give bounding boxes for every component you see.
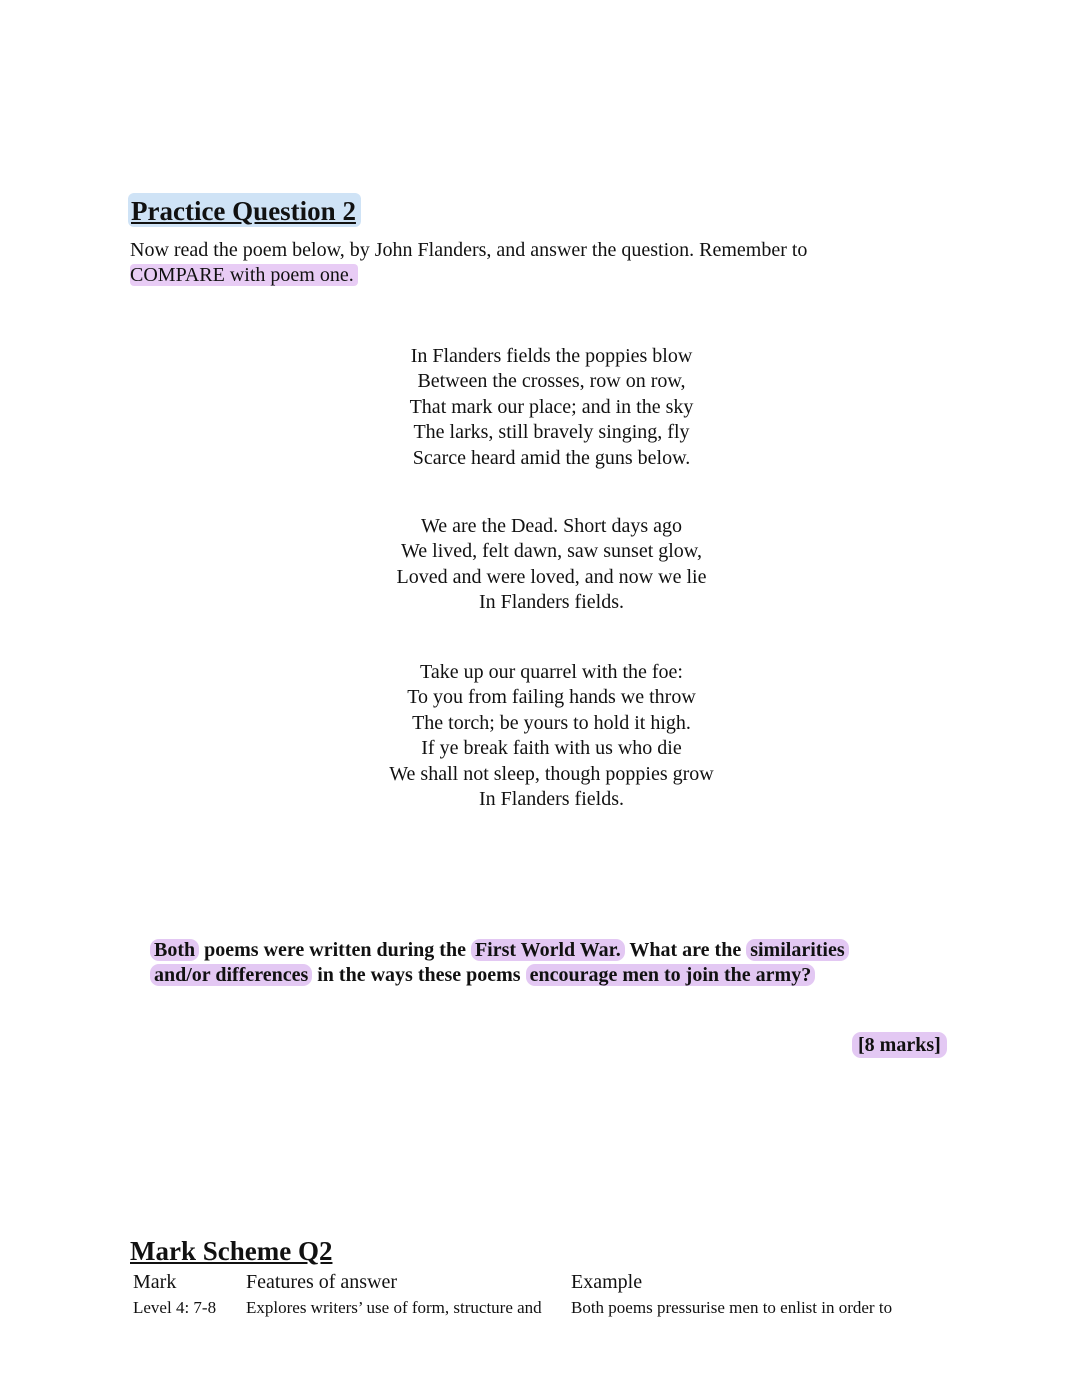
poem-line: We shall not sleep, though poppies grow xyxy=(389,762,714,785)
question-highlight-ww1: First World War. xyxy=(471,939,625,961)
poem-line: That mark our place; and in the sky xyxy=(409,395,694,418)
poem-line: Loved and were loved, and now we lie xyxy=(396,565,707,588)
intro-line-1: Now read the poem below, by John Flanders, and answer the question. Remember to xyxy=(130,239,808,261)
features-column-header: Features of answer xyxy=(246,1271,398,1293)
poem-line: We are the Dead. Short days ago xyxy=(420,515,683,537)
compare-highlight: COMPARE with poem one. xyxy=(130,264,358,286)
intro-line-2 xyxy=(130,263,358,288)
poem-stanza-2 xyxy=(290,514,813,616)
question-text: What are the xyxy=(624,939,747,961)
marks-badge: [8 marks] xyxy=(852,1032,947,1058)
practice-question-title: Practice Question 2 xyxy=(128,193,361,227)
poem-line: In Flanders fields. xyxy=(479,788,624,811)
poem-line: Scarce heard amid the guns below. xyxy=(412,446,691,469)
example-cell: Both poems pressurise men to enlist in order to xyxy=(571,1298,893,1317)
question-highlight-differences: and/or differences xyxy=(150,964,312,986)
poem-line: If ye break faith with us who die xyxy=(421,737,682,760)
poem-line: To you from failing hands we throw xyxy=(407,686,696,709)
features-cell: Explores writers’ use of form, structure and xyxy=(246,1298,542,1317)
question-highlight-encourage: encourage men to join the army? xyxy=(526,964,816,986)
poem-line: We lived, felt dawn, saw sunset glow, xyxy=(401,540,702,563)
poem-line: Take up our quarrel with the foe: xyxy=(420,661,683,683)
question-line-2 xyxy=(150,963,815,988)
poem-stanza-1 xyxy=(290,344,813,471)
poem-line: In Flanders fields. xyxy=(479,591,624,614)
poem-line: The torch; be yours to hold it high. xyxy=(412,711,691,734)
question-line-1 xyxy=(150,938,849,963)
poem-line: In Flanders fields the poppies blow xyxy=(410,345,693,367)
mark-level-cell: Level 4: 7-8 xyxy=(133,1298,217,1317)
poem-line: The larks, still bravely singing, fly xyxy=(413,421,690,444)
example-column-header: Example xyxy=(571,1271,643,1293)
question-highlight-similarities: similarities xyxy=(746,939,848,961)
poem-stanza-3 xyxy=(290,660,813,812)
mark-column-header: Mark xyxy=(133,1271,177,1293)
question-highlight-both: Both xyxy=(150,939,199,961)
mark-scheme-title: Mark Scheme Q2 xyxy=(130,1236,333,1266)
question-text: poems were written during the xyxy=(199,939,471,961)
poem-line: Between the crosses, row on row, xyxy=(417,370,686,393)
question-text: in the ways these poems xyxy=(312,964,526,986)
